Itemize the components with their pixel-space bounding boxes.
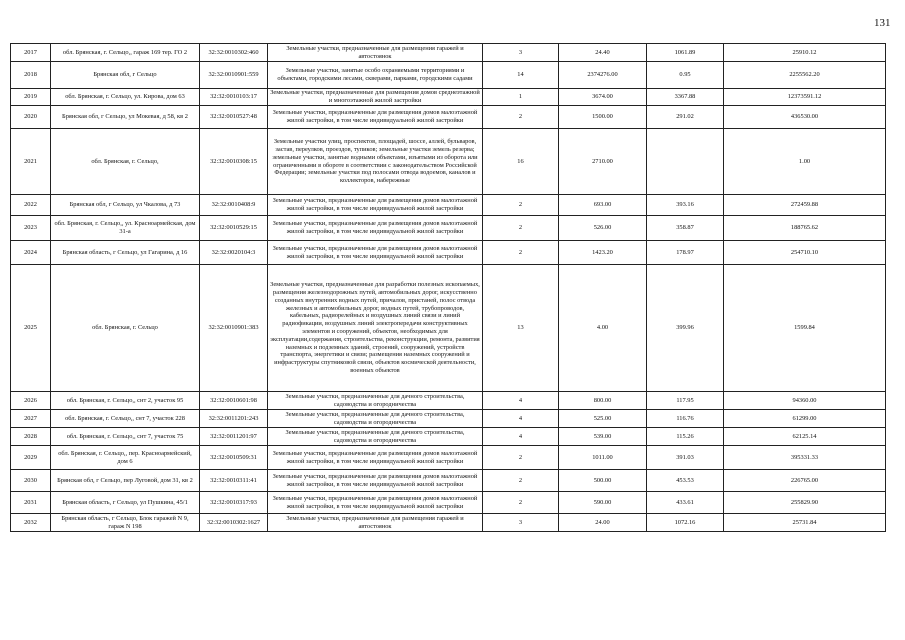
use-group-cell: 2 <box>483 446 559 470</box>
area-cell: 24.00 <box>559 514 647 532</box>
permitted-use-cell: Земельные участки, предназначенные для размещения домов малоэтажной жилой застройки, в том числе индивидуальной жилой застройки <box>268 492 483 514</box>
use-group-cell: 14 <box>483 62 559 89</box>
specific-value-cell: 0.95 <box>647 62 724 89</box>
area-cell: 693.00 <box>559 195 647 216</box>
cadastral-value-cell: 436530.00 <box>724 106 886 129</box>
permitted-use-cell: Земельные участки, предназначенные для дачного строительства, садоводства и огородничества <box>268 428 483 446</box>
address-cell: обл. Брянская, г. Сельцо,, снт 2, участок 95 <box>51 392 200 410</box>
specific-value-cell: 116.76 <box>647 410 724 428</box>
specific-value-cell: 453.53 <box>647 470 724 492</box>
use-group-cell: 2 <box>483 195 559 216</box>
specific-value-cell: 1061.89 <box>647 44 724 62</box>
cadastral-value-cell: 2255562.20 <box>724 62 886 89</box>
cadastral-value-cell: 188765.62 <box>724 216 886 241</box>
cadastral-number-cell: 32:32:0010509:31 <box>200 446 268 470</box>
cadastral-value-cell: 226765.00 <box>724 470 886 492</box>
specific-value-cell: 393.16 <box>647 195 724 216</box>
cadastral-number-cell: 32:32:0011201:97 <box>200 428 268 446</box>
permitted-use-cell: Земельные участки, предназначенные для дачного строительства, садоводства и огородничества <box>268 410 483 428</box>
specific-value-cell: 1072.16 <box>647 514 724 532</box>
row-number-cell: 2022 <box>11 195 51 216</box>
cadastral-value-table <box>10 43 886 532</box>
use-group-cell: 4 <box>483 392 559 410</box>
cadastral-number-cell: 32:32:0010901:559 <box>200 62 268 89</box>
area-cell: 24.40 <box>559 44 647 62</box>
table-row <box>11 410 886 428</box>
address-cell: обл. Брянская, г. Сельцо,, снт 7, участок 228 <box>51 410 200 428</box>
area-cell: 3674.00 <box>559 89 647 106</box>
permitted-use-cell: Земельные участки, предназначенные для размещения гаражей и автостоянок <box>268 514 483 532</box>
row-number-cell: 2020 <box>11 106 51 129</box>
row-number-cell: 2025 <box>11 265 51 392</box>
cadastral-value-cell: 61299.00 <box>724 410 886 428</box>
permitted-use-cell: Земельные участки, предназначенные для дачного строительства, садоводства и огородничества <box>268 392 483 410</box>
permitted-use-cell: Земельные участки, предназначенные для размещения домов малоэтажной жилой застройки, в том числе индивидуальной жилой застройки <box>268 106 483 129</box>
row-number-cell: 2028 <box>11 428 51 446</box>
use-group-cell: 16 <box>483 129 559 195</box>
table-row <box>11 216 886 241</box>
row-number-cell: 2024 <box>11 241 51 265</box>
use-group-cell: 3 <box>483 44 559 62</box>
address-cell: Брянская область, г Сельцо, Блок гаражей N 9, гараж N 198 <box>51 514 200 532</box>
cadastral-number-cell: 32:32:0010308:15 <box>200 129 268 195</box>
area-cell: 800.00 <box>559 392 647 410</box>
table-row <box>11 446 886 470</box>
row-number-cell: 2029 <box>11 446 51 470</box>
cadastral-number-cell: 32:32:0010529:15 <box>200 216 268 241</box>
specific-value-cell: 117.95 <box>647 392 724 410</box>
table-row <box>11 392 886 410</box>
cadastral-value-cell: 272459.88 <box>724 195 886 216</box>
use-group-cell: 2 <box>483 470 559 492</box>
area-cell: 4.00 <box>559 265 647 392</box>
use-group-cell: 1 <box>483 89 559 106</box>
cadastral-number-cell: 32:32:0010527:48 <box>200 106 268 129</box>
table-row <box>11 89 886 106</box>
cadastral-value-cell: 395331.33 <box>724 446 886 470</box>
use-group-cell: 2 <box>483 106 559 129</box>
table-row <box>11 241 886 265</box>
area-cell: 500.00 <box>559 470 647 492</box>
table-row <box>11 62 886 89</box>
use-group-cell: 13 <box>483 265 559 392</box>
permitted-use-cell: Земельные участки улиц, проспектов, площадей, шоссе, аллей, бульваров, застав, переулков, проездов, тупиков; земельные участки земель резерва; земельные участки, занятые водными объектами, изъятыми из оборота или ограниченными в обороте в соответствии с законодательством Российской Федерации; земельные участки под полосами отвода водоемов, каналов и коллекторов, набережные <box>268 129 483 195</box>
row-number-cell: 2031 <box>11 492 51 514</box>
area-cell: 525.00 <box>559 410 647 428</box>
table-row <box>11 428 886 446</box>
address-cell: обл. Брянская, г. Сельцо,, пер. Красноармейский, дом 6 <box>51 446 200 470</box>
cadastral-value-cell: 25910.12 <box>724 44 886 62</box>
row-number-cell: 2032 <box>11 514 51 532</box>
use-group-cell: 4 <box>483 410 559 428</box>
cadastral-value-cell: 94360.00 <box>724 392 886 410</box>
cadastral-number-cell: 32:32:0010317:93 <box>200 492 268 514</box>
cadastral-value-cell: 1.00 <box>724 129 886 195</box>
address-cell: Брянская обл, г Сельцо, пер Луговой, дом 31, кв 2 <box>51 470 200 492</box>
address-cell: Брянская обл, г Сельцо, ул Мокевая, д 58, кв 2 <box>51 106 200 129</box>
address-cell: Брянская область, г Сельцо, ул Пушкина, 45/1 <box>51 492 200 514</box>
row-number-cell: 2023 <box>11 216 51 241</box>
specific-value-cell: 178.97 <box>647 241 724 265</box>
permitted-use-cell: Земельные участки, предназначенные для размещения домов малоэтажной жилой застройки, в том числе индивидуальной жилой застройки <box>268 195 483 216</box>
specific-value-cell: 3367.88 <box>647 89 724 106</box>
row-number-cell: 2019 <box>11 89 51 106</box>
page-number: 131 <box>874 17 891 29</box>
cadastral-value-cell: 254710.10 <box>724 241 886 265</box>
address-cell: обл. Брянская, г. Сельцо,, ул. Красноармейская, дом 31-а <box>51 216 200 241</box>
address-cell: Брянская обл, г Сельцо <box>51 62 200 89</box>
table-row <box>11 44 886 62</box>
permitted-use-cell: Земельные участки, предназначенные для размещения домов малоэтажной жилой застройки, в том числе индивидуальной жилой застройки <box>268 216 483 241</box>
table-row <box>11 106 886 129</box>
cadastral-value-cell: 1599.84 <box>724 265 886 392</box>
specific-value-cell: 433.61 <box>647 492 724 514</box>
cadastral-value-cell: 12373591.12 <box>724 89 886 106</box>
cadastral-number-cell: 32:32:0010601:98 <box>200 392 268 410</box>
table-row <box>11 265 886 392</box>
cadastral-number-cell: 32:32:0020104:3 <box>200 241 268 265</box>
cadastral-value-cell: 62125.14 <box>724 428 886 446</box>
use-group-cell: 2 <box>483 216 559 241</box>
table-row <box>11 129 886 195</box>
address-cell: Брянская обл, г Сельцо, ул Чкалова, д 73 <box>51 195 200 216</box>
row-number-cell: 2026 <box>11 392 51 410</box>
cadastral-number-cell: 32:32:0010311:41 <box>200 470 268 492</box>
address-cell: обл. Брянская, г. Сельцо,, снт 7, участок 75 <box>51 428 200 446</box>
cadastral-number-cell: 32:32:0010302:460 <box>200 44 268 62</box>
permitted-use-cell: Земельные участки, предназначенные для разработки полезных ископаемых, размещения железнодорожных путей, автомобильных дорог, искусственно созданных внутренних водных путей, причалов, пристаней, полос отвода железных и автомобильных дорог, водных путей, трубопроводов, кабельных, радиорелейных и воздушных линий связи и линий радиофикации, воздушных линий электропередачи конструктивных элементов и сооружений, объектов, необходимых для эксплуатации,содержания, строительства, реконструкции, ремонта, развития наземных и подземных зданий, строений, сооружений, устройств транспорта, энергетики и связи; размещения наземных сооружений и инфраструктуры спутниковой связи, объектов космической деятельности, военных объектов <box>268 265 483 392</box>
specific-value-cell: 399.96 <box>647 265 724 392</box>
address-cell: обл. Брянская, г. Сельцо <box>51 265 200 392</box>
address-cell: обл. Брянская, г. Сельцо,, гараж 169 тер. ГО 2 <box>51 44 200 62</box>
cadastral-value-cell: 25731.84 <box>724 514 886 532</box>
area-cell: 2710.00 <box>559 129 647 195</box>
permitted-use-cell: Земельные участки, занятые особо охраняемыми территориями и объектами, городскими лесами, скверами, парками, городскими садами <box>268 62 483 89</box>
area-cell: 1500.00 <box>559 106 647 129</box>
specific-value-cell <box>647 129 724 195</box>
permitted-use-cell: Земельные участки, предназначенные для размещения домов малоэтажной жилой застройки, в том числе индивидуальной жилой застройки <box>268 470 483 492</box>
row-number-cell: 2030 <box>11 470 51 492</box>
area-cell: 1011.00 <box>559 446 647 470</box>
specific-value-cell: 115.26 <box>647 428 724 446</box>
cadastral-number-cell: 32:32:0010901:383 <box>200 265 268 392</box>
permitted-use-cell: Земельные участки, предназначенные для размещения домов малоэтажной жилой застройки, в том числе индивидуальной жилой застройки <box>268 241 483 265</box>
row-number-cell: 2027 <box>11 410 51 428</box>
area-cell: 2374276.00 <box>559 62 647 89</box>
use-group-cell: 2 <box>483 492 559 514</box>
use-group-cell: 3 <box>483 514 559 532</box>
address-cell: Брянская область, г Сельцо, ул Гагарина, д 16 <box>51 241 200 265</box>
table-row <box>11 195 886 216</box>
address-cell: обл. Брянская, г. Сельцо, ул. Кирова, дом 63 <box>51 89 200 106</box>
row-number-cell: 2018 <box>11 62 51 89</box>
table-row <box>11 470 886 492</box>
cadastral-number-cell: 32:32:0010408:9 <box>200 195 268 216</box>
permitted-use-cell: Земельные участки, предназначенные для размещения гаражей и автостоянок <box>268 44 483 62</box>
area-cell: 590.00 <box>559 492 647 514</box>
permitted-use-cell: Земельные участки, предназначенные для размещения домов малоэтажной жилой застройки, в том числе индивидуальной жилой застройки <box>268 446 483 470</box>
use-group-cell: 4 <box>483 428 559 446</box>
cadastral-value-cell: 255829.90 <box>724 492 886 514</box>
specific-value-cell: 291.02 <box>647 106 724 129</box>
address-cell: обл. Брянская, г. Сельцо, <box>51 129 200 195</box>
permitted-use-cell: Земельные участки, предназначенные для размещения домов среднеэтажной и многоэтажной жилой застройки <box>268 89 483 106</box>
row-number-cell: 2021 <box>11 129 51 195</box>
row-number-cell: 2017 <box>11 44 51 62</box>
cadastral-number-cell: 32:32:0011201:243 <box>200 410 268 428</box>
use-group-cell: 2 <box>483 241 559 265</box>
cadastral-number-cell: 32:32:0010302:1627 <box>200 514 268 532</box>
table-row <box>11 514 886 532</box>
specific-value-cell: 391.03 <box>647 446 724 470</box>
cadastral-number-cell: 32:32:0010103:17 <box>200 89 268 106</box>
specific-value-cell: 358.87 <box>647 216 724 241</box>
area-cell: 526.00 <box>559 216 647 241</box>
area-cell: 539.00 <box>559 428 647 446</box>
area-cell: 1423.20 <box>559 241 647 265</box>
table-row <box>11 492 886 514</box>
